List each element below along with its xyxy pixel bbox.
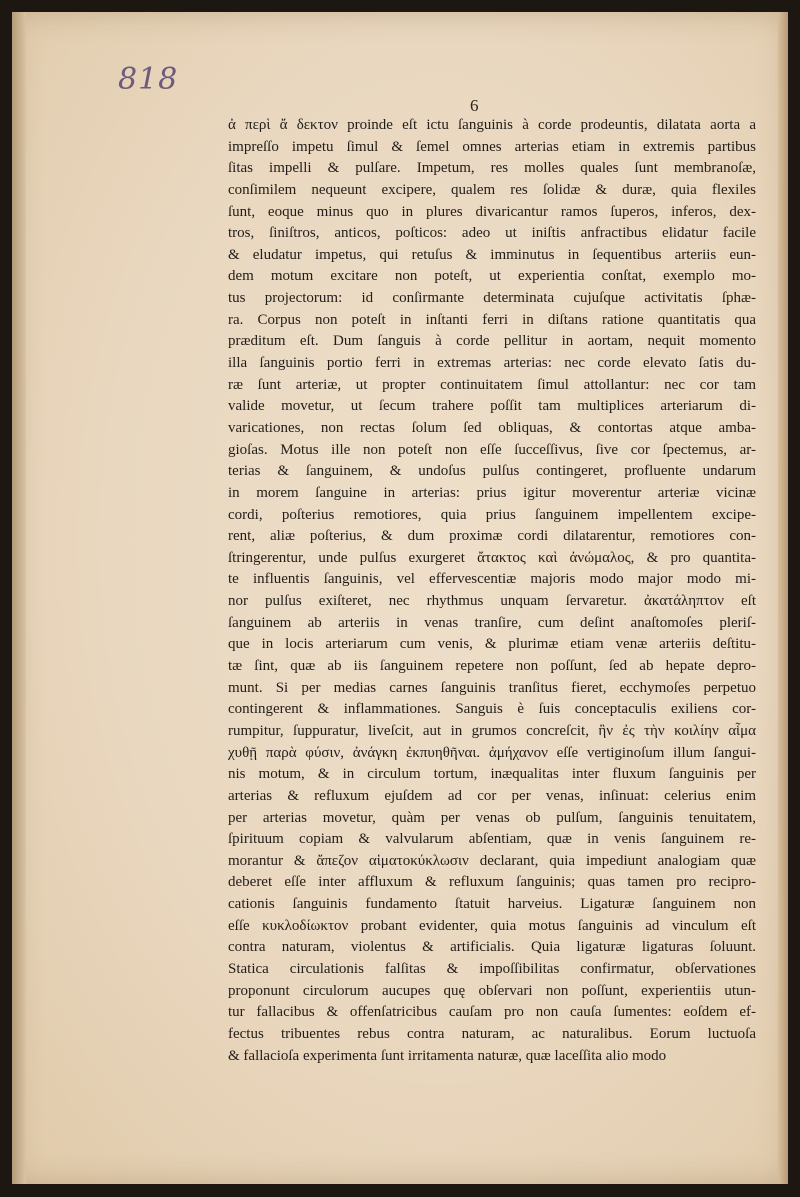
text-line: illa ſanguinis portio ferri in extremas arterias: nec corde elevato ſatis du- [228, 355, 756, 372]
text-line: que in locis arteriarum cum venis, & plurimæ etiam venæ arteriis deſtitu- [228, 636, 756, 653]
text-line: per arterias movetur, quàm per venas ob pulſum, ſanguinis tenuitatem, [228, 809, 756, 826]
text-line: impreſſo impetu ſimul & ſemel omnes arterias etiam in extremis partibus [228, 138, 756, 155]
text-line: deberet eſſe inter affluxum & refluxum ſanguinis; quas tamen pro recipro- [228, 874, 756, 891]
text-line: gioſas. Motus ille non poteſt non eſſe ſucceſſivus, ſive cor ſpectemus, ar- [228, 441, 756, 458]
text-line: tros, ſiniſtros, anticos, poſticos: adeo ut iniſtis anfractibus elidatur facile [228, 225, 756, 242]
text-line: nis motum, & in circulum tortum, inæqualitas inter fluxum ſanguinis per [228, 766, 756, 783]
page-number: 6 [470, 96, 479, 115]
handwritten-marginalia: 818 [118, 62, 179, 97]
text-line: varicationes, non rectas ſolum ſed obliquas, & contortas atque amba- [228, 419, 756, 436]
text-line: & fallacioſa experimenta ſunt irritamenta naturæ, quæ laceſſita alio modo [228, 1047, 667, 1064]
text-line: conſimilem nequeunt excipere, qualem res ſolidæ & duræ, quia flexiles [228, 181, 756, 198]
text-line: te influentis ſanguinis, vel effervescentiæ majoris modo major modo mi- [228, 571, 756, 588]
text-line: cationis ſanguinis fundamento ſtatuit harveius. Ligaturæ ſanguinem non [228, 896, 756, 913]
text-line: fectus tribuentes rebus contra naturam, ac naturalibus. Eorum luctuoſa [228, 1025, 756, 1042]
text-line: tur fallacibus & offenſatricibus cauſam pro non cauſa ſumentes: eoſdem ef- [228, 1004, 756, 1021]
text-line: contingerent & inflammationes. Sanguis è ſuis conceptaculis exiliens cor- [228, 701, 756, 718]
text-line: tus projectorum: id conſirmante determinata cujuſque activitatis ſphæ- [228, 290, 756, 307]
text-line: terias & ſanguinem, & undoſus pulſus contingeret, profluente undarum [228, 463, 756, 480]
page-gutter-left [12, 12, 26, 1184]
text-line: morantur & ἄπεζον αἱματοκύκλωσιν declarant, quia impediunt analogiam quæ [228, 852, 756, 869]
text-line: valide movetur, ut ſecum trahere poſſit tam multiplices arteriarum di- [228, 398, 756, 415]
text-line: eſſe κυκλοδίωκτον probant evidenter, quia motus ſanguinis ad vinculum eſt [228, 917, 756, 934]
text-line: præditum eſt. Dum ſanguis à corde pellitur in aortam, nequit momento [228, 333, 756, 350]
text-line: χυθῇ παρὰ φύσιν, ἀνάγκη ἐκπυηθῆναι. ἀμήχανον eſſe vertiginoſum illum ſangui- [228, 744, 756, 761]
text-line: contra naturam, violentus & artificialis. Quia ligaturæ ligaturas ſoluunt. [228, 939, 756, 956]
body-text [228, 115, 756, 1067]
text-line: & eludatur impetus, qui retuſus & imminutus in ſequentibus arteriis eun- [228, 246, 756, 263]
text-line: ſtringerentur, unde pulſus exurgeret ἄτακτος καὶ ἀνώμαλος, & pro quantita- [228, 549, 756, 566]
text-line: proponunt circulorum aucupes quę obſervari non poſſunt, experientiis utun- [228, 982, 756, 999]
text-line: ſitas impelli & pulſare. Impetum, res molles quales ſunt membranoſæ, [228, 160, 756, 177]
text-line: Statica circulationis falſitas & impoſſibilitas confirmatur, obſervationes [228, 960, 756, 977]
text-line: arterias & refluxum ejuſdem ad cor per venas, inſinuat: celerius enim [228, 787, 756, 804]
text-line: rumpitur, ſuppuratur, liveſcit, aut in grumos concreſcit, ἣν ἐς τὴν κοιλίην αἷμα [228, 722, 756, 739]
text-line: ſpirituum copiam & valvularum abſentiam, quæ in venis ſanguinem re- [228, 831, 756, 848]
text-line: ſanguinem ab arteriis in venas tranſire, cum deſint anaſtomoſes pleriſ- [228, 614, 756, 631]
text-line: ræ ſunt arteriæ, ut propter continuitatem ſimul attollantur: nec cor tam [228, 376, 756, 393]
text-line: tæ ſint, quæ ab iis ſanguinem repetere non poſſunt, ſed ab hepate depro- [228, 658, 756, 675]
text-line: nor pulſus exiſteret, nec rhythmus unquam ſervaretur. ἀκατάληπτον eſt [228, 593, 756, 610]
text-line: ἀ περὶ ἄ δεκτον proinde eſt ictu ſanguinis à corde prodeuntis, dilatata aorta a [228, 117, 756, 133]
text-line: in morem ſanguine in arterias: prius igitur moverentur arteriæ vicinæ [228, 484, 756, 501]
text-line: rent, aliæ poſterius, & dum proximæ cordi dilatarentur, remotiores con- [228, 528, 756, 545]
text-line: cordi, poſterius remotiores, quia prius ſanguinem impellentem excipe- [228, 506, 756, 523]
text-line: munt. Si per medias carnes ſanguinis tranſitus fieret, ecchymoſes perpetuo [228, 679, 756, 696]
text-line: ra. Corpus non poteſt in inſtanti ferri in diſtans ratione quantitatis qua [228, 311, 756, 328]
text-line: dem motum excitare non poteſt, ut experientia conſtat, exemplo mo- [228, 268, 756, 285]
text-line: ſunt, eoque minus quo in plures divaricantur ramos ſuperos, inferos, dex- [228, 203, 756, 220]
page-edge-right [778, 12, 788, 1184]
